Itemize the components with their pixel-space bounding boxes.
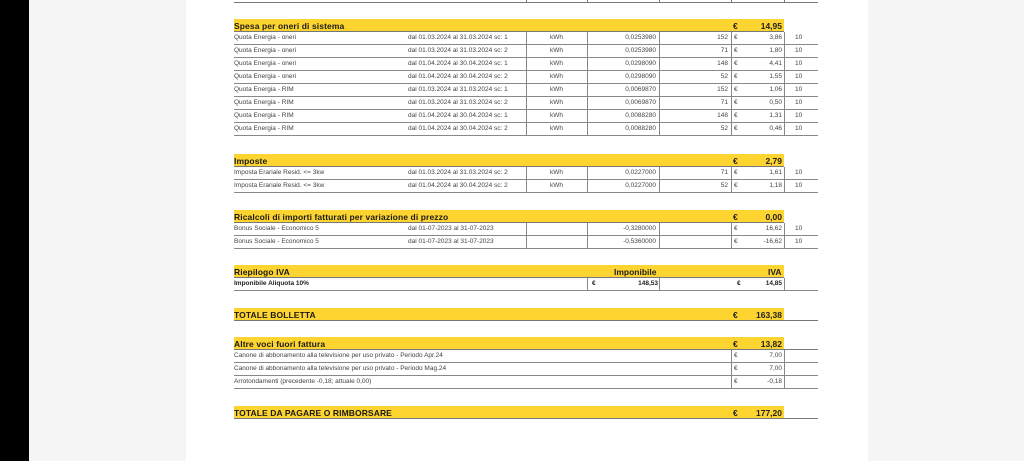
- row-description: Imposta Erariale Resid. <= 3kw: [234, 169, 325, 176]
- column-divider: [784, 32, 785, 45]
- table-row: [234, 45, 818, 58]
- row-amount: 1,18: [769, 182, 782, 189]
- section-title: Ricalcoli di importi fatturati per variazione di prezzo: [234, 212, 449, 222]
- row-amount: 7,00: [769, 365, 782, 372]
- row-amount: -0,18: [767, 378, 782, 385]
- section-title: Altre voci fuori fattura: [234, 339, 326, 349]
- row-unit: kWh: [550, 125, 563, 132]
- row-period: dal 01.03.2024 al 31.03.2024 sc: 2: [408, 47, 508, 54]
- row-iva-rate: 10: [795, 225, 803, 232]
- row-description: Quota Energia - oneri: [234, 34, 297, 41]
- column-divider: [526, 0, 527, 3]
- column-divider: [784, 110, 785, 123]
- row-quantity: 52: [720, 73, 728, 80]
- currency-symbol: €: [734, 125, 738, 132]
- section-header: [234, 265, 818, 278]
- row-description: Canone di abbonamento alla televisione per uso privato - Periodo Mag.24: [234, 365, 447, 372]
- row-iva-rate: 10: [795, 34, 803, 41]
- row-description: Quota Energia - RIM: [234, 86, 294, 93]
- column-divider: [784, 363, 785, 376]
- rows-imposte: [234, 167, 818, 193]
- table-row: [234, 123, 818, 136]
- section-riepilogo-iva: [234, 265, 818, 291]
- table-row: [234, 363, 818, 376]
- currency-symbol: €: [733, 310, 738, 320]
- row-iva-rate: 10: [795, 125, 803, 132]
- row-period: dal 01.04.2024 al 30.04.2024 sc: 1: [408, 112, 508, 119]
- row-amount: 1,61: [769, 169, 782, 176]
- section-header: [234, 154, 818, 167]
- column-divider: [659, 278, 660, 291]
- currency-symbol: €: [592, 280, 596, 287]
- column-divider: [731, 376, 732, 389]
- rows-oneri: [234, 32, 818, 136]
- column-divider: [731, 123, 732, 136]
- table-row: [234, 223, 818, 236]
- currency-symbol: €: [733, 21, 738, 31]
- row-iva-rate: 10: [795, 73, 803, 80]
- column-divider: [784, 223, 785, 236]
- rows-ricalcoli: [234, 223, 818, 249]
- column-divider: [659, 0, 660, 3]
- column-divider: [526, 223, 527, 236]
- row-unit-price: 0,0069870: [625, 86, 656, 93]
- row-period: dal 01.04.2024 al 30.04.2024 sc: 2: [408, 182, 508, 189]
- table-row: [234, 58, 818, 71]
- row-unit-price: 0,0227000: [625, 182, 656, 189]
- section-total: 2,79: [765, 156, 782, 166]
- table-row: [234, 71, 818, 84]
- row-description: Quota Energia - RIM: [234, 99, 294, 106]
- column-divider: [731, 32, 732, 45]
- currency-symbol: €: [733, 156, 738, 166]
- section-header: [234, 308, 818, 321]
- row-unit-price: 0,0069870: [625, 99, 656, 106]
- row-unit: kWh: [550, 169, 563, 176]
- section-totale-da-pagare: [234, 406, 818, 419]
- row-amount: 0,46: [769, 125, 782, 132]
- row-period: dal 01-07-2023 al 31-07-2023: [408, 225, 494, 232]
- header-underline: [234, 320, 818, 321]
- row-iva-rate: 10: [795, 238, 803, 245]
- table-row: [234, 32, 818, 45]
- imponibile-value: 148,53: [638, 280, 658, 287]
- section-total: 0,00: [765, 212, 782, 222]
- header-underline: [234, 418, 818, 419]
- row-period: dal 01.03.2024 al 31.03.2024 sc: 2: [408, 99, 508, 106]
- row-quantity: 71: [720, 169, 728, 176]
- row-unit-price: 0,0298090: [625, 73, 656, 80]
- row-iva-rate: 10: [795, 86, 803, 93]
- row-amount: 1,06: [769, 86, 782, 93]
- iva-value: 14,85: [765, 280, 782, 287]
- row-iva-rate: 10: [795, 169, 803, 176]
- row-period: dal 01.03.2024 al 31.03.2024 sc: 2: [408, 169, 508, 176]
- column-divider: [784, 376, 785, 389]
- section-ricalcoli: [234, 210, 818, 249]
- currency-symbol: €: [733, 212, 738, 222]
- section-oneri-di-sistema: [234, 19, 818, 136]
- row-description: Bonus Sociale - Economico 5: [234, 225, 319, 232]
- row-unit-price: 0,0253980: [625, 34, 656, 41]
- row-unit-price: 0,0298090: [625, 60, 656, 67]
- row-period: dal 01.04.2024 al 30.04.2024 sc: 2: [408, 125, 508, 132]
- row-amount: 1,31: [769, 112, 782, 119]
- row-iva-rate: 10: [795, 112, 803, 119]
- row-amount: 0,50: [769, 99, 782, 106]
- table-row: [234, 278, 818, 291]
- row-period: dal 01.03.2024 al 31.03.2024 sc: 1: [408, 86, 508, 93]
- row-unit: kWh: [550, 99, 563, 106]
- column-divider: [784, 0, 785, 3]
- section-header: [234, 337, 818, 350]
- currency-symbol: €: [734, 112, 738, 119]
- column-divider: [784, 97, 785, 110]
- table-row: [234, 97, 818, 110]
- row-description: Arrotondamenti (precedente -0,18; attuale 0,00): [234, 378, 372, 385]
- section-title: Riepilogo IVA: [234, 267, 290, 277]
- table-row: [234, 110, 818, 123]
- row-unit-price: 0,0253980: [625, 47, 656, 54]
- section-total: 13,82: [760, 339, 782, 349]
- section-title: TOTALE BOLLETTA: [234, 310, 316, 320]
- column-divider: [784, 180, 785, 193]
- section-title: TOTALE DA PAGARE O RIMBORSARE: [234, 408, 392, 418]
- row-unit: kWh: [550, 47, 563, 54]
- row-period: dal 01.04.2024 al 30.04.2024 sc: 1: [408, 60, 508, 67]
- row-quantity: 52: [720, 182, 728, 189]
- column-divider: [587, 278, 588, 291]
- row-unit: kWh: [550, 86, 563, 93]
- row-quantity: 152: [717, 86, 728, 93]
- row-description: Imponibile Aliquota 10%: [234, 280, 309, 287]
- column-divider: [731, 223, 732, 236]
- row-period: dal 01.04.2024 al 30.04.2024 sc: 2: [408, 73, 508, 80]
- row-iva-rate: 10: [795, 99, 803, 106]
- column-divider: [731, 363, 732, 376]
- currency-symbol: €: [734, 378, 738, 385]
- currency-symbol: €: [733, 339, 738, 349]
- column-divider: [784, 167, 785, 180]
- column-divider: [731, 0, 732, 3]
- table-row: [234, 236, 818, 249]
- row-description: Quota Energia - oneri: [234, 73, 297, 80]
- row-unit: kWh: [550, 34, 563, 41]
- rows-altre-voci: [234, 350, 818, 389]
- row-description: Quota Energia - RIM: [234, 125, 294, 132]
- section-total: 14,95: [760, 21, 782, 31]
- currency-symbol: €: [733, 408, 738, 418]
- column-divider: [731, 167, 732, 180]
- left-black-strip: [0, 0, 29, 461]
- column-divider: [784, 45, 785, 58]
- iva-column-header: IVA: [768, 267, 782, 277]
- row-unit: kWh: [550, 182, 563, 189]
- row-description: Quota Energia - oneri: [234, 47, 297, 54]
- row-amount: 16,62: [765, 225, 782, 232]
- row-description: Quota Energia - RIM: [234, 112, 294, 119]
- column-divider: [784, 58, 785, 71]
- section-total: 177,20: [756, 408, 782, 418]
- row-iva-rate: 10: [795, 47, 803, 54]
- row-unit-price: 0,0227000: [625, 169, 656, 176]
- section-header: [234, 19, 818, 32]
- section-altre-voci: [234, 337, 818, 389]
- column-divider: [587, 0, 588, 3]
- table-row: [234, 167, 818, 180]
- table-row: [234, 180, 818, 193]
- currency-symbol: €: [734, 225, 738, 232]
- section-header: [234, 210, 818, 223]
- row-period: dal 01-07-2023 al 31-07-2023: [408, 238, 494, 245]
- column-divider: [784, 350, 785, 363]
- currency-symbol: €: [734, 47, 738, 54]
- currency-symbol: €: [737, 280, 741, 287]
- section-title: Imposte: [234, 156, 268, 166]
- currency-symbol: €: [734, 34, 738, 41]
- row-amount: 1,80: [769, 47, 782, 54]
- column-divider: [784, 236, 785, 249]
- column-divider: [731, 236, 732, 249]
- row-description: Imposta Erariale Resid. <= 3kw: [234, 182, 325, 189]
- currency-symbol: €: [734, 86, 738, 93]
- row-amount: 1,55: [769, 73, 782, 80]
- row-description: Canone di abbonamento alla televisione per uso privato - Periodo Apr.24: [234, 352, 443, 359]
- row-unit: kWh: [550, 60, 563, 67]
- column-divider: [731, 350, 732, 363]
- row-quantity: 52: [720, 125, 728, 132]
- row-unit: kWh: [550, 112, 563, 119]
- column-divider: [731, 110, 732, 123]
- column-divider: [784, 84, 785, 97]
- row-unit: kWh: [550, 73, 563, 80]
- column-divider: [659, 223, 660, 236]
- row-amount: -16,62: [763, 238, 782, 245]
- row-amount: 4,41: [769, 60, 782, 67]
- row-unit-price: -0,3280000: [623, 225, 656, 232]
- row-unit-price: 0,0088280: [625, 125, 656, 132]
- currency-symbol: €: [734, 352, 738, 359]
- column-divider: [659, 236, 660, 249]
- row-amount: 3,86: [769, 34, 782, 41]
- row-amount: 7,00: [769, 352, 782, 359]
- section-total: 163,38: [756, 310, 782, 320]
- column-divider: [784, 71, 785, 84]
- row-quantity: 148: [717, 112, 728, 119]
- imponibile-column-header: Imponibile: [614, 267, 657, 277]
- row-description: Bonus Sociale - Economico 5: [234, 238, 319, 245]
- column-divider: [731, 45, 732, 58]
- row-unit-price: 0,0088280: [625, 112, 656, 119]
- currency-symbol: €: [734, 73, 738, 80]
- row-description: Quota Energia - oneri: [234, 60, 297, 67]
- row-quantity: 148: [717, 60, 728, 67]
- currency-symbol: €: [734, 99, 738, 106]
- section-title: Spesa per oneri di sistema: [234, 21, 345, 31]
- column-divider: [731, 97, 732, 110]
- column-divider: [526, 236, 527, 249]
- currency-symbol: €: [734, 169, 738, 176]
- row-iva-rate: 10: [795, 60, 803, 67]
- column-divider: [731, 71, 732, 84]
- table-row: [234, 376, 818, 389]
- row-quantity: 152: [717, 34, 728, 41]
- column-divider: [731, 180, 732, 193]
- row-iva-rate: 10: [795, 182, 803, 189]
- section-totale-bolletta: [234, 308, 818, 321]
- section-imposte: [234, 154, 818, 193]
- column-divider: [784, 278, 785, 291]
- column-divider: [731, 58, 732, 71]
- table-row: [234, 350, 818, 363]
- currency-symbol: €: [734, 365, 738, 372]
- column-divider: [731, 84, 732, 97]
- row-period: dal 01.03.2024 al 31.03.2024 sc: 1: [408, 34, 508, 41]
- currency-symbol: €: [734, 182, 738, 189]
- row-quantity: 71: [720, 99, 728, 106]
- currency-symbol: €: [734, 238, 738, 245]
- section-header: [234, 406, 818, 419]
- row-unit-price: -0,5360000: [623, 238, 656, 245]
- table-row: [234, 84, 818, 97]
- column-divider: [784, 123, 785, 136]
- currency-symbol: €: [734, 60, 738, 67]
- row-quantity: 71: [720, 47, 728, 54]
